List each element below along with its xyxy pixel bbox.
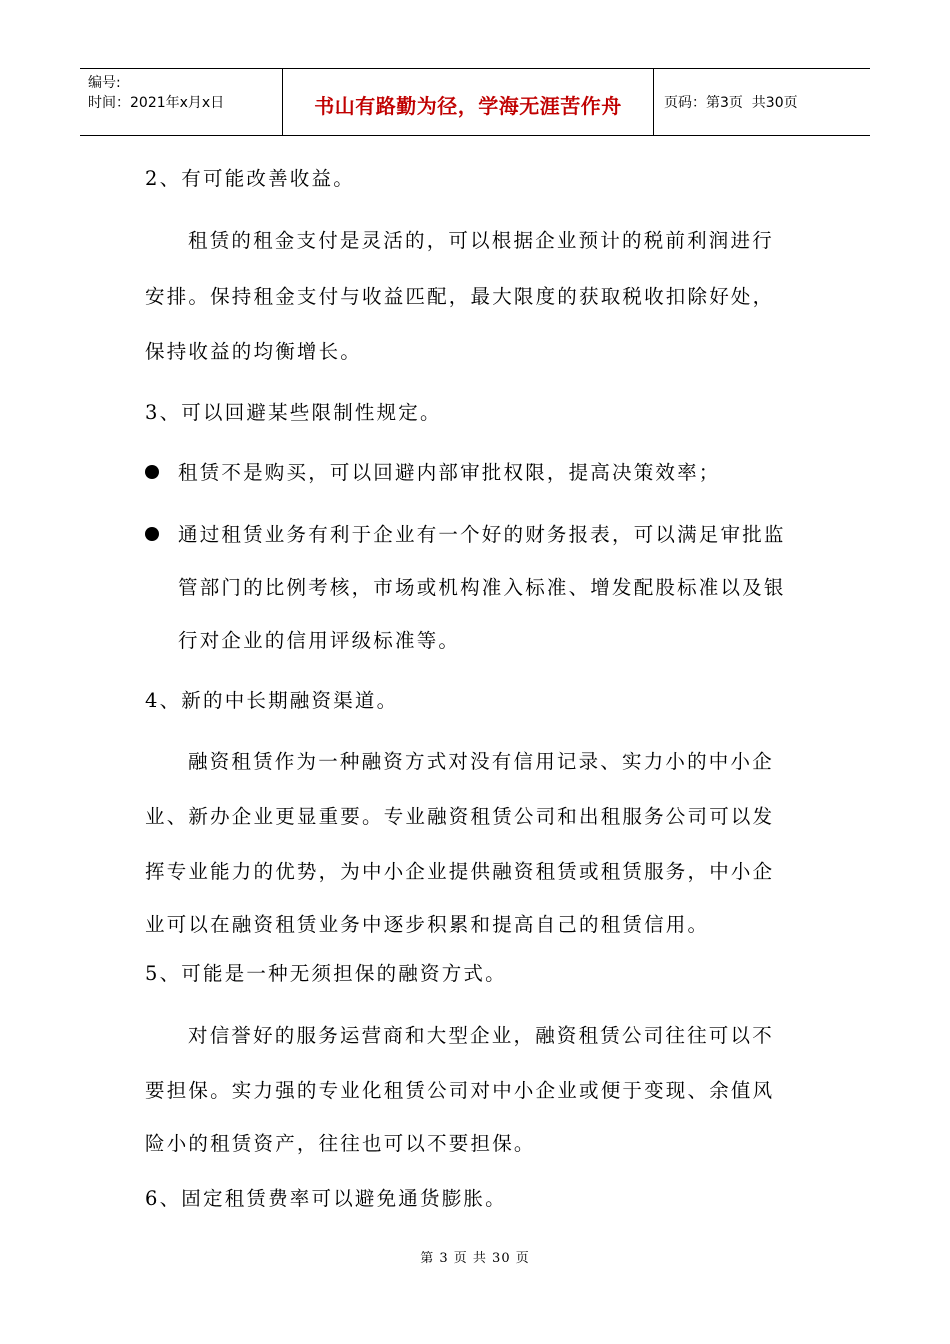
page-header xyxy=(80,68,870,136)
bullet-icon xyxy=(145,527,159,541)
header-motto: 书山有路勤为径，学海无涯苦作舟 xyxy=(282,69,654,135)
page-footer xyxy=(0,1247,950,1266)
paragraph-line: 险小的租赁资产，往往也可以不要担保。 xyxy=(145,1132,536,1155)
document-number-label: 编号: xyxy=(88,75,121,91)
bullet-icon xyxy=(145,465,159,479)
bullet-item-continuation: 管部门的比例考核，市场或机构准入标准、增发配股标准以及银 xyxy=(178,576,786,599)
section-heading-6: 6、固定租赁费率可以避免通货膨胀。 xyxy=(145,1187,507,1210)
bullet-item: 通过租赁业务有利于企业有一个好的财务报表，可以满足审批监 xyxy=(178,523,786,546)
section-heading-3: 3、可以回避某些限制性规定。 xyxy=(145,401,442,424)
paragraph-line: 挥专业能力的优势，为中小企业提供融资租赁或租赁服务，中小企 xyxy=(145,860,775,883)
section-heading-4: 4、新的中长期融资渠道。 xyxy=(145,689,399,712)
document-time-label: 时间：2021年x月x日 xyxy=(88,95,225,111)
bullet-item: 租赁不是购买，可以回避内部审批权限，提高决策效率； xyxy=(178,461,721,484)
paragraph-line: 业、新办企业更显重要。专业融资租赁公司和出租服务公司可以发 xyxy=(145,805,775,828)
bullet-item-continuation: 行对企业的信用评级标准等。 xyxy=(178,629,461,652)
header-page-info-text: 页码：第3页 共30页 xyxy=(664,95,798,111)
paragraph-line: 安排。保持租金支付与收益匹配，最大限度的获取税收扣除好处， xyxy=(145,285,775,308)
paragraph-line: 要担保。实力强的专业化租赁公司对中小企业或便于变现、余值风 xyxy=(145,1079,775,1102)
paragraph-line: 保持收益的均衡增长。 xyxy=(145,340,363,363)
header-left-cell xyxy=(80,69,282,135)
paragraph-line: 对信誉好的服务运营商和大型企业，融资租赁公司往往可以不 xyxy=(188,1024,774,1047)
header-page-info xyxy=(654,69,870,135)
section-heading-2: 2、有可能改善收益。 xyxy=(145,167,355,190)
footer-page-number: 第 3 页 共 30 页 xyxy=(420,1251,530,1266)
paragraph-line: 业可以在融资租赁业务中逐步积累和提高自己的租赁信用。 xyxy=(145,913,710,936)
paragraph-line: 融资租赁作为一种融资方式对没有信用记录、实力小的中小企 xyxy=(188,750,774,773)
paragraph-line: 租赁的租金支付是灵活的，可以根据企业预计的税前利润进行 xyxy=(188,229,774,252)
section-heading-5: 5、可能是一种无须担保的融资方式。 xyxy=(145,962,507,985)
